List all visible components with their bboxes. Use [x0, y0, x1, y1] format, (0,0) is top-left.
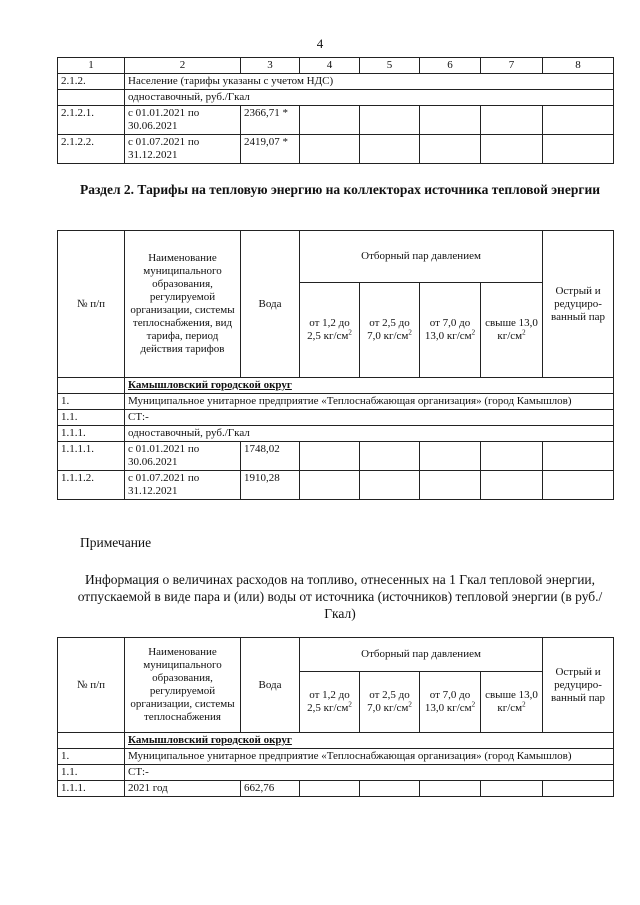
row-number [58, 90, 125, 106]
header-pressure-3: от 7,0 до 13,0 $кг/см^2$ [420, 671, 481, 732]
header-water: Вода [241, 231, 300, 378]
section-2-title: Раздел 2. Тарифы на тепловую энергию на коллекторах источника тепловой энергии [79, 182, 601, 197]
fuel-cost-info: Информация о величинах расходов на топливо, отнесенных на 1 Гкал тепловой энергии, отпускаемой в виде пара и (или) воды от источника (источников) тепловой энергии (в руб./Гкал) [77, 572, 603, 621]
row-number: 2.1.2. [58, 74, 125, 90]
row-number: 2.1.2.2. [58, 135, 125, 164]
table-row [58, 781, 614, 797]
row-text: одноставочный, руб./Гкал [125, 90, 614, 106]
tariff-value: 2366,71 * [241, 106, 300, 135]
header-num: № п/п [58, 638, 125, 733]
row-number: 1. [58, 749, 125, 765]
table-row [58, 471, 614, 500]
row-text: Муниципальное унитарное предприятие «Теплоснабжающая организация» (город Камышлов) [125, 394, 614, 410]
table-continuation [57, 57, 614, 164]
page-number: 4 [316, 36, 324, 51]
header-steam-group: Отборный пар давлением [300, 231, 543, 283]
table-row [58, 106, 614, 135]
header-sharp-steam: Острый и редуциро-ванный пар [543, 638, 614, 733]
row-text: с 01.01.2021 по 30.06.2021 [125, 106, 241, 135]
column-number-row [58, 58, 614, 74]
row-text: с 01.07.2021 по 31.12.2021 [125, 135, 241, 164]
district-row [58, 378, 614, 394]
table-row [58, 765, 614, 781]
row-number: 1.1.1. [58, 426, 125, 442]
header-pressure-4: свыше 13,0 $кг/см^2$ [481, 283, 543, 378]
row-text: с 01.01.2021 по 30.06.2021 [125, 442, 241, 471]
col-number: 6 [420, 58, 481, 74]
col-number: 8 [543, 58, 614, 74]
col-number: 5 [360, 58, 420, 74]
header-pressure-1: от 1,2 до 2,5 $кг/см^2$ [300, 671, 360, 732]
note-label: Примечание [80, 535, 152, 550]
row-number: 1.1.1.2. [58, 471, 125, 500]
district-name: Камышловский городской округ [125, 378, 614, 394]
header-num: № п/п [58, 231, 125, 378]
header-name: Наименование муниципального образования, регулируемой организации, системы теплоснабжения [125, 638, 241, 733]
district-name: Камышловский городской округ [125, 733, 614, 749]
row-text: одноставочный, руб./Гкал [125, 426, 614, 442]
table-row [58, 74, 614, 90]
table-row [58, 135, 614, 164]
row-text: СТ:- [125, 410, 614, 426]
table-row [58, 749, 614, 765]
table-row [58, 442, 614, 471]
table-row [58, 90, 614, 106]
row-text: Население (тарифы указаны с учетом НДС) [125, 74, 614, 90]
header-pressure-4: свыше 13,0 $кг/см^2$ [481, 671, 543, 732]
table-row [58, 426, 614, 442]
row-number: 1.1.1. [58, 781, 125, 797]
table-row [58, 410, 614, 426]
row-number: 2.1.2.1. [58, 106, 125, 135]
header-sharp-steam: Острый и редуциро-ванный пар [543, 231, 614, 378]
row-number: 1.1. [58, 765, 125, 781]
header-water: Вода [241, 638, 300, 733]
col-number: 2 [125, 58, 241, 74]
row-number: 1. [58, 394, 125, 410]
tariff-value: 1910,28 [241, 471, 300, 500]
row-number: 1.1. [58, 410, 125, 426]
fuel-cost-table [57, 637, 614, 797]
header-pressure-1: от 1,2 до 2,5 $кг/см^2$ [300, 283, 360, 378]
header-steam-group: Отборный пар давлением [300, 638, 543, 672]
col-number: 4 [300, 58, 360, 74]
tariffs-table [57, 230, 614, 500]
table-row [58, 394, 614, 410]
row-text: Муниципальное унитарное предприятие «Теплоснабжающая организация» (город Камышлов) [125, 749, 614, 765]
header-pressure-2: от 2,5 до 7,0 $кг/см^2$ [360, 671, 420, 732]
header-pressure-2: от 2,5 до 7,0 $кг/см^2$ [360, 283, 420, 378]
tariff-value: 2419,07 * [241, 135, 300, 164]
row-text: 2021 год [125, 781, 241, 797]
col-number: 7 [481, 58, 543, 74]
fuel-cost-value: 662,76 [241, 781, 300, 797]
row-text: с 01.07.2021 по 31.12.2021 [125, 471, 241, 500]
district-row [58, 733, 614, 749]
col-number: 1 [58, 58, 125, 74]
col-number: 3 [241, 58, 300, 74]
tariff-value: 1748,02 [241, 442, 300, 471]
row-number: 1.1.1.1. [58, 442, 125, 471]
header-name: Наименование муниципального образования, регулируемой организации, системы теплоснабжения, вид тарифа, период действия тарифов [125, 231, 241, 378]
header-pressure-3: от 7,0 до 13,0 $кг/см^2$ [420, 283, 481, 378]
row-text: СТ:- [125, 765, 614, 781]
